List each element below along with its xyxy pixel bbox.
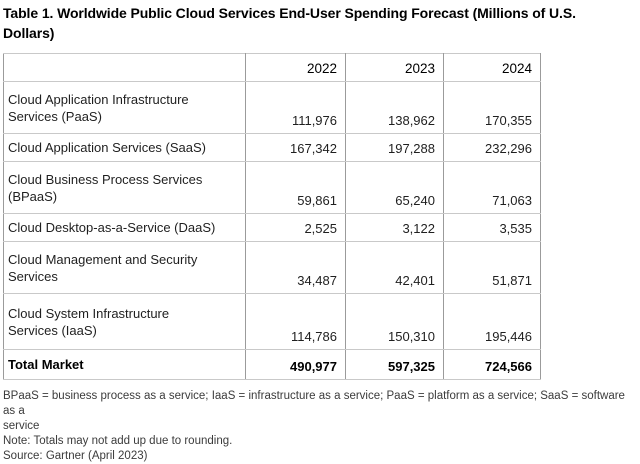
year-column-header: 2023 bbox=[346, 54, 444, 82]
page-title-line: Dollars) bbox=[3, 25, 55, 41]
table-body bbox=[4, 82, 541, 380]
value-cell: 65,240 bbox=[346, 162, 444, 214]
value-cell: 3,122 bbox=[346, 214, 444, 242]
row-label-line: Services (PaaS) bbox=[8, 108, 102, 124]
row-label-line: Cloud Application Services (SaaS) bbox=[8, 140, 206, 155]
corner-header-cell bbox=[4, 54, 246, 82]
row-label-line: Cloud Management and Security bbox=[8, 251, 198, 267]
row-label-cell bbox=[4, 162, 246, 214]
footnote-line: Note: Totals may not add up due to rounding. bbox=[3, 435, 233, 447]
year-column-header: 2024 bbox=[444, 54, 541, 82]
row-label-cell bbox=[4, 134, 246, 162]
year-column-header: 2022 bbox=[246, 54, 346, 82]
value-cell: 71,063 bbox=[444, 162, 541, 214]
value-cell: 597,325 bbox=[346, 350, 444, 380]
value-cell: 724,566 bbox=[444, 350, 541, 380]
value-cell: 114,786 bbox=[246, 294, 346, 350]
value-cell: 232,296 bbox=[444, 134, 541, 162]
row-label-cell bbox=[4, 242, 246, 294]
table-row bbox=[4, 214, 541, 242]
row-label-line: Cloud Desktop-as-a-Service (DaaS) bbox=[8, 220, 216, 235]
spending-forecast-table bbox=[3, 53, 541, 380]
table-row bbox=[4, 242, 541, 294]
row-label-line: (BPaaS) bbox=[8, 188, 58, 204]
value-cell: 490,977 bbox=[246, 350, 346, 380]
table-row bbox=[4, 82, 541, 134]
value-cell: 42,401 bbox=[346, 242, 444, 294]
footnote-line: service bbox=[3, 420, 40, 432]
value-cell: 3,535 bbox=[444, 214, 541, 242]
table-header-row bbox=[4, 54, 541, 82]
value-cell: 195,446 bbox=[444, 294, 541, 350]
value-cell: 138,962 bbox=[346, 82, 444, 134]
page-title bbox=[3, 3, 635, 43]
row-label-line: Cloud System Infrastructure bbox=[8, 305, 170, 321]
value-cell: 170,355 bbox=[444, 82, 541, 134]
value-cell: 167,342 bbox=[246, 134, 346, 162]
footnote-line: Source: Gartner (April 2023) bbox=[3, 450, 148, 462]
page-title-line: Table 1. Worldwide Public Cloud Services End-User Spending Forecast (Millions of U.S. bbox=[3, 5, 576, 21]
row-label-cell bbox=[4, 350, 246, 380]
table-row bbox=[4, 134, 541, 162]
table-row bbox=[4, 294, 541, 350]
footnotes bbox=[3, 389, 637, 464]
row-label-line: Cloud Business Process Services bbox=[8, 171, 203, 187]
table-row bbox=[4, 162, 541, 214]
value-cell: 2,525 bbox=[246, 214, 346, 242]
value-cell: 150,310 bbox=[346, 294, 444, 350]
value-cell: 111,976 bbox=[246, 82, 346, 134]
value-cell: 34,487 bbox=[246, 242, 346, 294]
row-label-line: Cloud Application Infrastructure bbox=[8, 91, 189, 107]
value-cell: 197,288 bbox=[346, 134, 444, 162]
footnote-line: BPaaS = business process as a service; IaaS = infrastructure as a service; PaaS = platform as a service; SaaS = software as a bbox=[3, 390, 625, 417]
table-row bbox=[4, 350, 541, 380]
row-label-line: Services bbox=[8, 268, 58, 284]
value-cell: 59,861 bbox=[246, 162, 346, 214]
value-cell: 51,871 bbox=[444, 242, 541, 294]
row-label-line: Total Market bbox=[8, 357, 84, 372]
row-label-cell bbox=[4, 214, 246, 242]
row-label-cell bbox=[4, 82, 246, 134]
row-label-line: Services (IaaS) bbox=[8, 322, 97, 338]
row-label-cell bbox=[4, 294, 246, 350]
